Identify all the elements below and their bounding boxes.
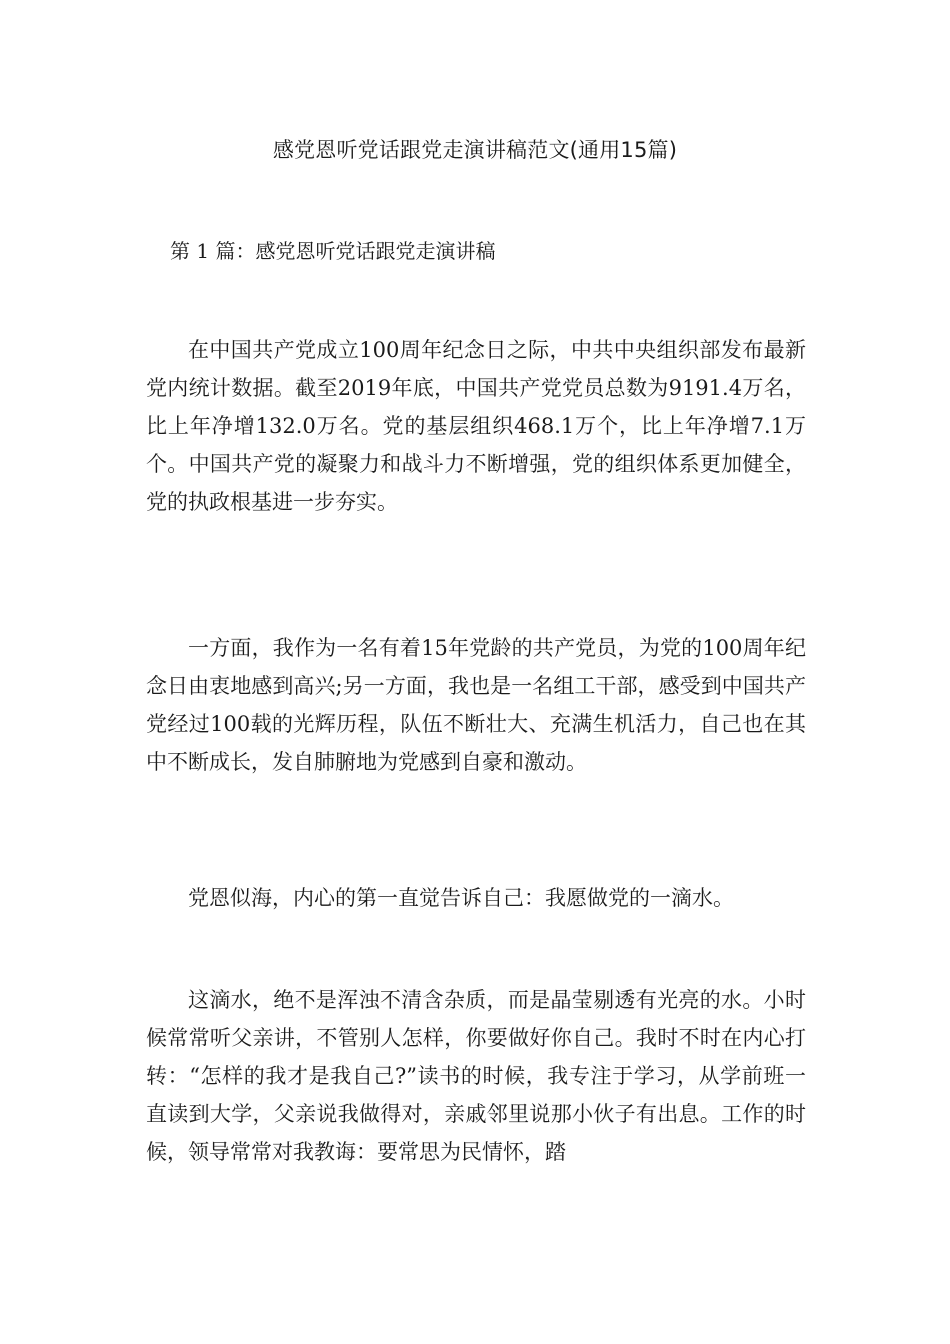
paragraph-3-block (146, 879, 806, 917)
body-paragraph: 这滴水，绝不是浑浊不清含杂质，而是晶莹剔透有光亮的水。小时候常常听父亲讲，不管别人怎样，你要做好你自己。我时不时在内心打转：“怎样的我才是我自己?”读书的时候，我专注于学习，从学前班一直读到大学，父亲说我做得对，亲戚邻里说那小伙子有出息。工作的时候，领导常常对我教诲：要常思为民情怀，踏 (146, 988, 806, 1164)
paragraph-2-block (146, 629, 806, 781)
body-paragraph: 一方面，我作为一名有着15年党龄的共产党员，为党的100周年纪念日由衷地感到高兴;另一方面，我也是一名组工干部，感受到中国共产党经过100载的光辉历程，队伍不断壮大、充满生机活力，自己也在其中不断成长，发自肺腑地为党感到自豪和激动。 (146, 636, 806, 774)
document-title: 感党恩听党话跟党走演讲稿范文(通用15篇) (272, 138, 678, 162)
body-paragraph: 党恩似海，内心的第一直觉告诉自己：我愿做党的一滴水。 (188, 886, 734, 910)
paragraph-1-block (146, 331, 806, 521)
section-heading: 第 1 篇：感党恩听党话跟党走演讲稿 (170, 239, 496, 263)
body-paragraph: 在中国共产党成立100周年纪念日之际，中共中央组织部发布最新党内统计数据。截至2019年底，中国共产党党员总数为9191.4万名，比上年净增132.0万名。党的基层组织468.1万个，比上年净增7.1万个。中国共产党的凝聚力和战斗力不断增强，党的组织体系更加健全，党的执政根基进一步夯实。 (146, 338, 806, 514)
paragraph-4-block (146, 981, 806, 1171)
